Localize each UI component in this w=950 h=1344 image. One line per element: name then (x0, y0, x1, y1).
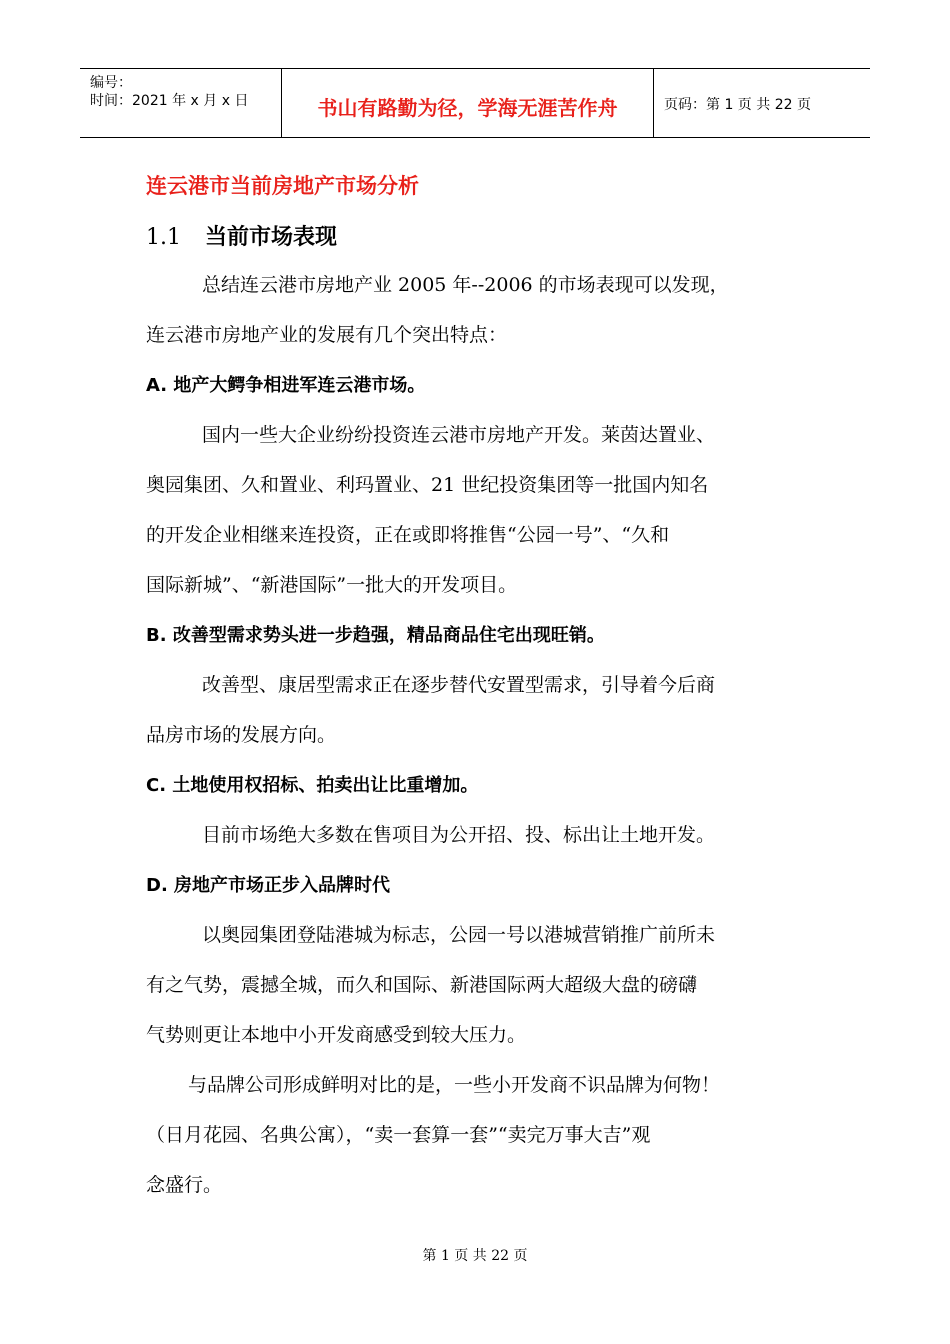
subheading-d: D. 房地产市场正步入品牌时代 (146, 875, 391, 896)
header-motto: 书山有路勤为径，学海无涯苦作舟 (282, 69, 654, 137)
header-meta-cell (80, 69, 282, 137)
document-time-label: 时间：2021 年 x 月 x 日 (90, 93, 249, 109)
header-page-info: 页码：第 1 页 共 22 页 (664, 97, 811, 113)
document-header-table (80, 68, 870, 138)
paragraph-line: 目前市场绝大多数在售项目为公开招、投、标出让土地开发。 (202, 824, 716, 846)
paragraph-line: 连云港市房地产业的发展有几个突出特点： (146, 324, 508, 346)
paragraph-line: 气势则更让本地中小开发商感受到较大压力。 (146, 1024, 527, 1046)
paragraph-line: 有之气势，震撼全城，而久和国际、新港国际两大超级大盘的磅礴 (146, 974, 698, 996)
paragraph-line: 的开发企业相继来连投资，正在或即将推售“公园一号”、“久和 (146, 524, 670, 546)
subheading-a: A. 地产大鳄争相进军连云港市场。 (146, 375, 426, 396)
paragraph-line: 总结连云港市房地产业 2005 年--2006 的市场表现可以发现， (202, 274, 729, 296)
section-heading (146, 220, 337, 251)
paragraph-line: 以奥园集团登陆港城为标志，公园一号以港城营销推广前所未 (202, 924, 716, 946)
document-title: 连云港市当前房地产市场分析 (146, 174, 419, 198)
paragraph-line: （日月花园、名典公寓），“卖一套算一套”“卖完万事大吉”观 (146, 1124, 651, 1146)
paragraph-line: 品房市场的发展方向。 (146, 724, 337, 746)
paragraph-line: 念盛行。 (146, 1174, 223, 1196)
section-title: 当前市场表现 (205, 225, 338, 250)
paragraph-line: 国内一些大企业纷纷投资连云港市房地产开发。莱茵达置业、 (202, 424, 716, 446)
document-number-label: 编号： (90, 75, 132, 91)
paragraph-line: 奥园集团、久和置业、利玛置业、21 世纪投资集团等一批国内知名 (146, 474, 709, 496)
section-number: 1.1 (146, 225, 181, 250)
page-footer: 第 1 页 共 22 页 (422, 1248, 528, 1264)
subheading-c: C. 土地使用权招标、拍卖出让比重增加。 (146, 775, 479, 796)
subheading-b: B. 改善型需求势头进一步趋强，精品商品住宅出现旺销。 (146, 625, 605, 646)
paragraph-line: 国际新城”、“新港国际”一批大的开发项目。 (146, 574, 518, 596)
paragraph-line: 改善型、康居型需求正在逐步替代安置型需求，引导着今后商 (202, 674, 716, 696)
paragraph-line: 与品牌公司形成鲜明对比的是，一些小开发商不识品牌为何物！ (188, 1074, 721, 1096)
